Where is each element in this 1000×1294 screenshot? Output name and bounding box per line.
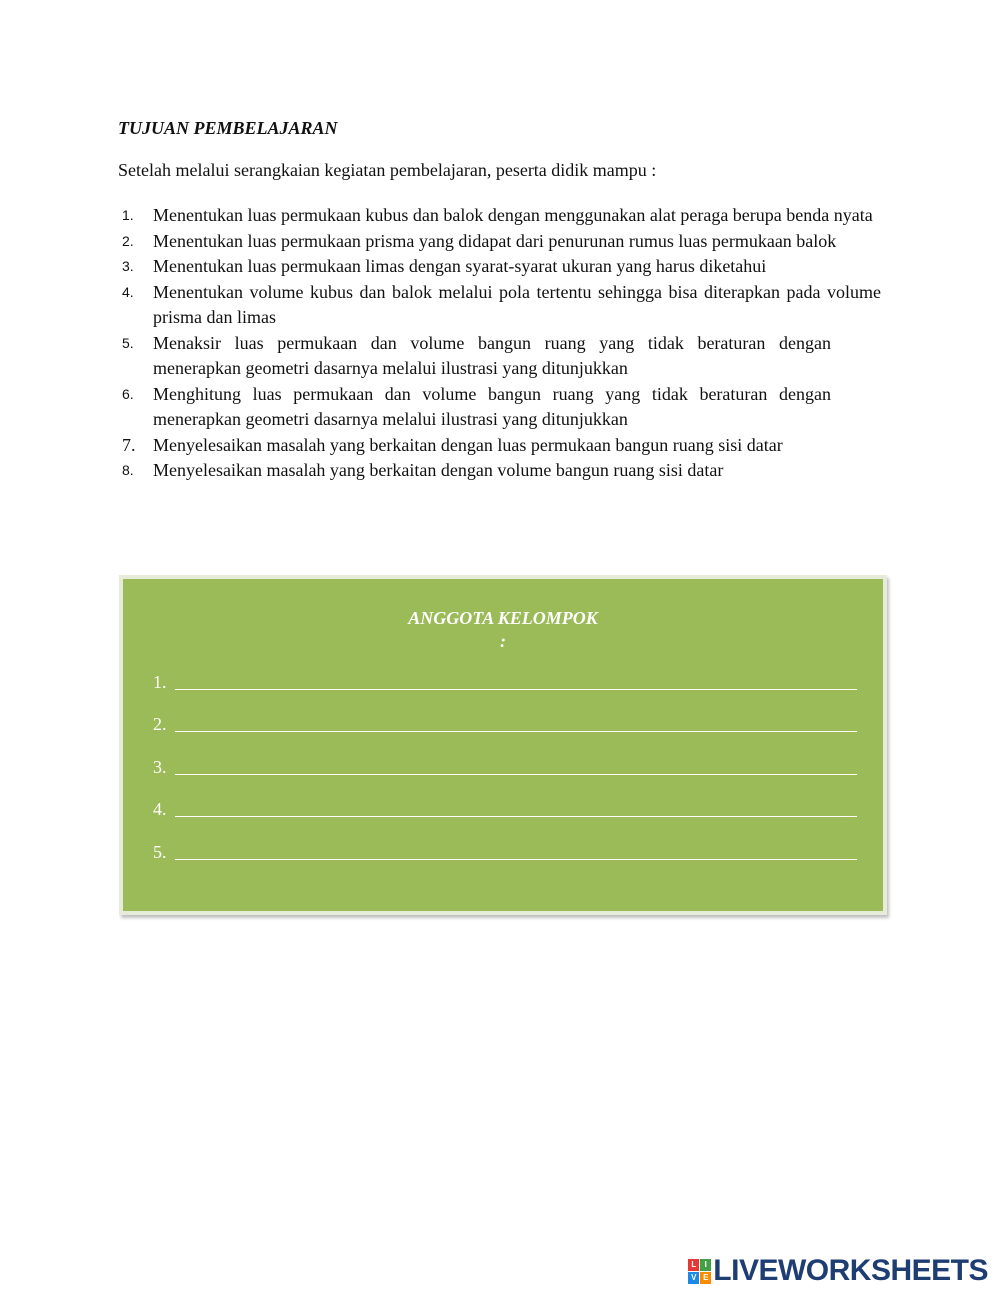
list-item-text: Menghitung luas permukaan dan volume bangun ruang yang tidak beraturan dengan menerapkan geometri dasarnya melalui ilustrasi yang ditunjukkan [153,383,831,429]
group-members-box [119,575,887,915]
logo-cell: V [688,1272,699,1284]
live-logo-icon [688,1259,711,1284]
list-item-text: Menentukan volume kubus dan balok melalui pola tertentu sehingga bisa diterapkan pada volume prisma dan limas [153,281,881,327]
intro-text: Setelah melalui serangkaian kegiatan pembelajaran, peserta didik mampu : [118,160,657,180]
list-item-text: Menyelesaikan masalah yang berkaitan dengan volume bangun ruang sisi datar [153,460,724,480]
list-item [118,458,881,484]
logo-cell: I [700,1259,711,1271]
member-number: 3. [153,757,167,777]
liveworksheets-brand [688,1254,988,1288]
member-number: 2. [153,714,167,734]
list-item [118,331,881,382]
list-item-number: 1. [122,207,134,223]
list-item-number: 4. [122,283,134,300]
list-item-number: 5. [122,334,134,351]
list-item-number: 2. [122,232,134,249]
member-number: 1. [153,672,167,692]
list-item-text: Menentukan luas permukaan prisma yang didapat dari penurunan rumus luas permukaan balok [153,230,837,251]
member-entry[interactable] [153,671,857,693]
list-item-number: 8. [122,462,134,478]
list-item-text: Menentukan luas permukaan kubus dan balok dengan menggunakan alat peraga berupa benda nyata [153,205,873,225]
member-name-blank[interactable] [175,756,857,775]
member-entry[interactable] [153,798,857,820]
member-entry[interactable] [153,841,857,863]
member-name-blank[interactable] [175,798,857,817]
member-entry[interactable] [153,756,857,778]
group-title-colon: : [500,631,506,651]
list-item-number: 3. [122,258,134,274]
page-heading: TUJUAN PEMBELAJARAN [118,118,338,138]
list-item [118,382,881,433]
member-name-blank[interactable] [175,841,857,860]
member-number: 4. [153,799,167,819]
member-name-blank[interactable] [175,713,857,732]
list-item-text: Menaksir luas permukaan dan volume bangun ruang yang tidak beraturan dengan menerapkan geometri dasarnya melalui ilustrasi yang ditunjukkan [153,332,831,378]
list-item-text: Menentukan luas permukaan limas dengan syarat-syarat ukuran yang harus diketahui [153,256,767,276]
learning-goals-list [118,203,881,484]
member-entry[interactable] [153,713,857,735]
brand-name: LIVEWORKSHEETS [713,1254,988,1287]
list-item [118,254,881,280]
list-item [118,280,881,331]
list-item [118,433,881,459]
logo-cell: L [688,1259,699,1271]
group-title-text: ANGGOTA KELOMPOK [408,608,598,628]
group-title [123,607,883,653]
list-item [118,203,881,229]
logo-cell: E [700,1272,711,1284]
list-item [118,229,881,255]
list-item-number: 7. [122,434,136,455]
member-name-blank[interactable] [175,671,857,690]
member-number: 5. [153,842,167,862]
list-item-text: Menyelesaikan masalah yang berkaitan dengan luas permukaan bangun ruang sisi datar [153,434,783,455]
list-item-number: 6. [122,385,134,402]
